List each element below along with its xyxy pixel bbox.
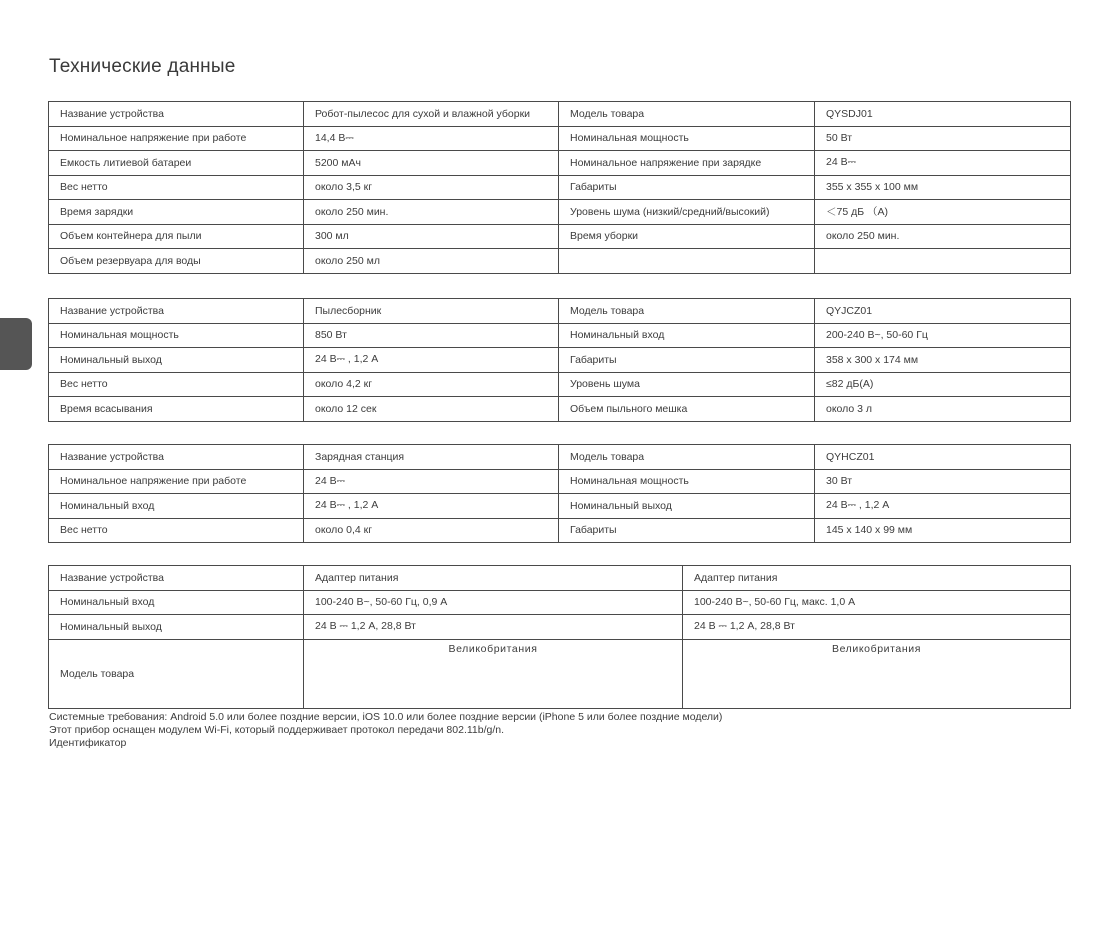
table-cell: около 250 мин. [815,224,1071,249]
region-label: Великобритания [448,642,538,655]
table-cell: Модель товара [559,102,815,127]
table-row [49,494,1071,519]
table-row [49,299,1071,324]
table-cell: около 250 мин. [304,200,559,225]
table-cell: 300 мл [304,224,559,249]
table-cell: Робот-пылесос для сухой и влажной уборки [304,102,559,127]
system-requirements-note: Системные требования: Android 5.0 или более поздние версии, iOS 10.0 или более поздние версии (iPhone 5 или более поздние модели) [49,711,723,723]
table-cell: 24 В⎓ [304,469,559,494]
table-cell: ＜75 дБ （A) [815,200,1071,225]
table-cell: 355 x 355 x 100 мм [815,175,1071,200]
table-cell: Номинальное напряжение при работе [49,469,304,494]
table-cell: Номинальный вход [49,590,304,615]
table-cell: Емкость литиевой батареи [49,151,304,176]
table-cell: Номинальное напряжение при зарядке [559,151,815,176]
table-cell: 24 В⎓ , 1,2 А [815,494,1071,519]
table-cell [683,639,1071,708]
table-cell: около 3,5 кг [304,175,559,200]
table-row [49,445,1071,470]
charging-station-specs-table [48,444,1071,543]
table-row [49,151,1071,176]
table-cell: Номинальный выход [559,494,815,519]
table-cell: Вес нетто [49,372,304,397]
table-cell: 100-240 В~, 50-60 Гц, 0,9 А [304,590,683,615]
table-cell: Название устройства [49,445,304,470]
power-adapter-specs-table [48,565,1071,709]
wifi-note: Этот прибор оснащен модулем Wi-Fi, который поддерживает протокол передачи 802.11b/g/n. [49,724,505,736]
table-cell: 145 x 140 x 99 мм [815,518,1071,543]
table-cell: Номинальное напряжение при работе [49,126,304,151]
table-cell: QYJCZ01 [815,299,1071,324]
region-label: Великобритания [831,642,922,655]
side-tab-marker [0,318,32,370]
table-cell [815,249,1071,274]
table-cell [304,639,683,708]
table-cell: 100-240 В~, 50-60 Гц, макс. 1,0 А [683,590,1071,615]
table-cell: Номинальная мощность [49,323,304,348]
table-cell: Модель товара [559,445,815,470]
table-cell: Номинальный выход [49,615,304,640]
table-cell: Адаптер питания [683,566,1071,591]
table-cell: 24 В⎓ , 1,2 А [304,494,559,519]
table-cell: Время уборки [559,224,815,249]
table-cell: Объем пыльного мешка [559,397,815,422]
table-cell: Номинальная мощность [559,469,815,494]
table-cell: Зарядная станция [304,445,559,470]
table-cell: Номинальный вход [559,323,815,348]
table-cell: Объем контейнера для пыли [49,224,304,249]
table-cell: 200-240 В~, 50-60 Гц [815,323,1071,348]
table-cell: 24 В⎓ [815,151,1071,176]
table-cell: 14,4 В⎓ [304,126,559,151]
table-cell: Габариты [559,518,815,543]
table-row [49,224,1071,249]
table-row [49,323,1071,348]
table-cell: 24 В ⎓ 1,2 А, 28,8 Вт [683,615,1071,640]
table-cell: ≤82 дБ(A) [815,372,1071,397]
table-cell: около 3 л [815,397,1071,422]
table-row [49,615,1071,640]
table-cell: Пылесборник [304,299,559,324]
table-cell: 50 Вт [815,126,1071,151]
table-row [49,249,1071,274]
table-cell: Вес нетто [49,518,304,543]
table-row [49,372,1071,397]
table-cell: QYHCZ01 [815,445,1071,470]
table-cell: около 250 мл [304,249,559,274]
table-cell: Уровень шума (низкий/средний/высокий) [559,200,815,225]
table-cell: 5200 мАч [304,151,559,176]
table-cell: Уровень шума [559,372,815,397]
table-row [49,175,1071,200]
table-cell: 24 В ⎓ 1,2 А, 28,8 Вт [304,615,683,640]
table-cell: Время зарядки [49,200,304,225]
table-cell: Номинальная мощность [559,126,815,151]
table-cell: 24 В⎓ , 1,2 А [304,348,559,373]
table-cell: Время всасывания [49,397,304,422]
footnotes [49,711,722,750]
table-row [49,200,1071,225]
table-row [49,566,1071,591]
table-cell: 850 Вт [304,323,559,348]
table-cell: Объем резервуара для воды [49,249,304,274]
table-cell: Габариты [559,175,815,200]
table-cell: QYSDJ01 [815,102,1071,127]
table-cell: 358 x 300 x 174 мм [815,348,1071,373]
table-row [49,639,1071,708]
table-row [49,126,1071,151]
table-cell: Модель товара [49,639,304,708]
identifier-note: Идентификатор [49,737,127,749]
table-row [49,518,1071,543]
table-cell: около 0,4 кг [304,518,559,543]
table-cell: Вес нетто [49,175,304,200]
page-title: Технические данные [49,56,236,77]
table-cell: 30 Вт [815,469,1071,494]
table-cell: Название устройства [49,299,304,324]
table-cell: Габариты [559,348,815,373]
table-cell: Название устройства [49,566,304,591]
dust-collector-specs-table [48,298,1071,422]
table-row [49,469,1071,494]
robot-vacuum-specs-table [48,101,1071,274]
table-cell: около 4,2 кг [304,372,559,397]
table-cell: Название устройства [49,102,304,127]
table-cell: Номинальный вход [49,494,304,519]
table-row [49,397,1071,422]
table-cell: около 12 сек [304,397,559,422]
table-cell: Модель товара [559,299,815,324]
table-cell: Номинальный выход [49,348,304,373]
table-row [49,348,1071,373]
table-row [49,590,1071,615]
table-row [49,102,1071,127]
table-cell [559,249,815,274]
table-cell: Адаптер питания [304,566,683,591]
